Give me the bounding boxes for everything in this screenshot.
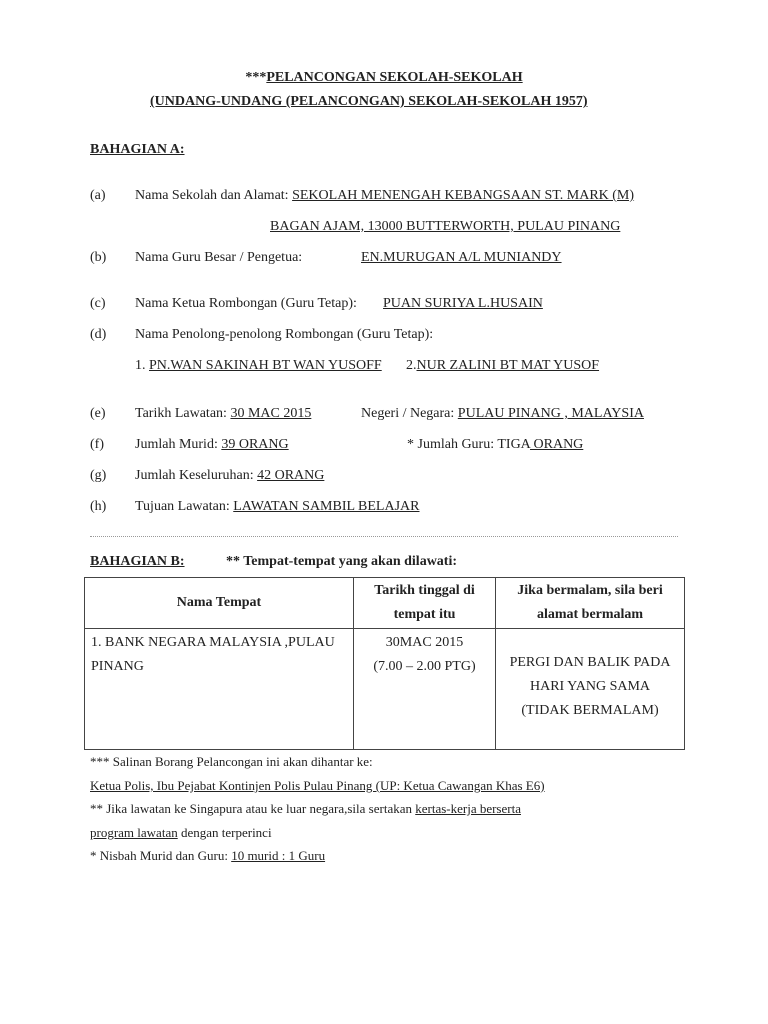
stay-line-1: PERGI DAN BALIK PADA bbox=[509, 655, 671, 670]
total-count-line bbox=[135, 467, 324, 485]
student-count-label: Jumlah Murid: bbox=[135, 437, 222, 452]
assistant-1-name: PN.WAN SAKINAH BT WAN YUSOFF bbox=[149, 358, 382, 373]
state-country-value: PULAU PINANG , MALAYSIA bbox=[457, 406, 644, 421]
school-name: SEKOLAH MENENGAH KEBANGSAAN ST. MARK (M) bbox=[292, 188, 635, 203]
table-row bbox=[85, 629, 685, 750]
item-d-label: Nama Penolong-penolong Rombongan (Guru Tetap): bbox=[135, 327, 434, 342]
section-a-heading: BAHAGIAN A: bbox=[90, 142, 185, 157]
column-header-date: Tarikh tinggal di tempat itu bbox=[353, 578, 495, 629]
stay-line-2: HARI YANG SAMA bbox=[529, 679, 651, 694]
ratio-note bbox=[90, 847, 325, 865]
school-address: BAGAN AJAM, 13000 BUTTERWORTH, PULAU PINANG bbox=[270, 219, 621, 234]
column-header-stay: Jika bermalam, sila beri alamat bermalam bbox=[496, 578, 685, 629]
abroad-note-line1 bbox=[90, 800, 521, 818]
visit-date-value: 30 MAC 2015 bbox=[230, 406, 312, 421]
student-count-line bbox=[135, 436, 289, 454]
ratio-value: 10 murid : 1 Guru bbox=[231, 848, 326, 863]
stay-cell bbox=[496, 629, 685, 750]
assistant-2-number: 2. bbox=[406, 358, 417, 373]
abroad-note-link1: kertas-kerja berserta bbox=[415, 801, 521, 816]
purpose-value: LAWATAN SAMBIL BELAJAR bbox=[233, 499, 420, 514]
item-c-marker: (c) bbox=[90, 296, 106, 311]
table-header-row bbox=[85, 578, 685, 629]
assistant-1 bbox=[135, 357, 382, 375]
ratio-label: * Nisbah Murid dan Guru: bbox=[90, 848, 232, 863]
purpose-label: Tujuan Lawatan: bbox=[135, 499, 234, 514]
student-count-value: 39 ORANG bbox=[221, 437, 289, 452]
section-b-subheading: ** Tempat-tempat yang akan dilawati: bbox=[226, 554, 458, 569]
item-a-marker: (a) bbox=[90, 188, 106, 203]
total-count-value: 42 ORANG bbox=[257, 468, 325, 483]
assistant-2-name: NUR ZALINI BT MAT YUSOF bbox=[416, 358, 600, 373]
state-country-label: Negeri / Negara: bbox=[361, 406, 458, 421]
state-country-line bbox=[361, 405, 644, 423]
title-stars: *** bbox=[245, 70, 267, 85]
teacher-count-value: ORANG bbox=[530, 437, 584, 452]
column-header-place: Nama Tempat bbox=[85, 578, 354, 629]
time-value: (7.00 – 2.00 PTG) bbox=[373, 659, 476, 674]
abroad-note-line2 bbox=[90, 824, 272, 842]
copy-note: *** Salinan Borang Pelancongan ini akan dihantar ke: bbox=[90, 754, 373, 769]
form-subtitle: (UNDANG-UNDANG (PELANCONGAN) SEKOLAH-SEKOLAH 1957) bbox=[150, 94, 588, 109]
section-divider bbox=[90, 528, 678, 537]
principal-name: EN.MURUGAN A/L MUNIANDY bbox=[361, 250, 562, 265]
abroad-note-link2: program lawatan bbox=[90, 825, 178, 840]
item-f-marker: (f) bbox=[90, 437, 104, 452]
abroad-note-prefix: ** Jika lawatan ke Singapura atau ke luar negara,sila sertakan bbox=[90, 801, 416, 816]
item-a-label: Nama Sekolah dan Alamat: bbox=[135, 188, 293, 203]
visit-date-label: Tarikh Lawatan: bbox=[135, 406, 231, 421]
places-table bbox=[84, 577, 685, 750]
total-count-label: Jumlah Keseluruhan: bbox=[135, 468, 258, 483]
teacher-count-line bbox=[407, 436, 583, 454]
title-text: PELANCONGAN SEKOLAH-SEKOLAH bbox=[266, 70, 523, 85]
item-e-marker: (e) bbox=[90, 406, 106, 421]
place-cell: 1. BANK NEGARA MALAYSIA ,PULAU PINANG bbox=[85, 629, 354, 750]
teacher-count-label: * Jumlah Guru: TIGA bbox=[407, 437, 531, 452]
item-b-label: Nama Guru Besar / Pengetua: bbox=[135, 250, 303, 265]
visit-date-line bbox=[135, 405, 311, 423]
date-value: 30MAC 2015 bbox=[385, 635, 464, 650]
purpose-line bbox=[135, 498, 420, 516]
abroad-note-suffix: dengan terperinci bbox=[177, 825, 272, 840]
section-b-heading: BAHAGIAN B: bbox=[90, 554, 185, 569]
item-c-label: Nama Ketua Rombongan (Guru Tetap): bbox=[135, 296, 357, 311]
assistant-2 bbox=[406, 357, 599, 375]
stay-line-3: (TIDAK BERMALAM) bbox=[521, 703, 659, 718]
leader-name: PUAN SURIYA L.HUSAIN bbox=[383, 296, 543, 311]
item-b-marker: (b) bbox=[90, 250, 107, 265]
date-cell bbox=[353, 629, 495, 750]
item-g-marker: (g) bbox=[90, 468, 107, 483]
assistant-1-number: 1. bbox=[135, 358, 146, 373]
item-d-marker: (d) bbox=[90, 327, 107, 342]
form-title bbox=[0, 70, 768, 86]
item-h-marker: (h) bbox=[90, 499, 107, 514]
item-a-line bbox=[135, 187, 634, 205]
police-recipient: Ketua Polis, Ibu Pejabat Kontinjen Polis Pulau Pinang (UP: Ketua Cawangan Khas E6) bbox=[90, 778, 545, 793]
